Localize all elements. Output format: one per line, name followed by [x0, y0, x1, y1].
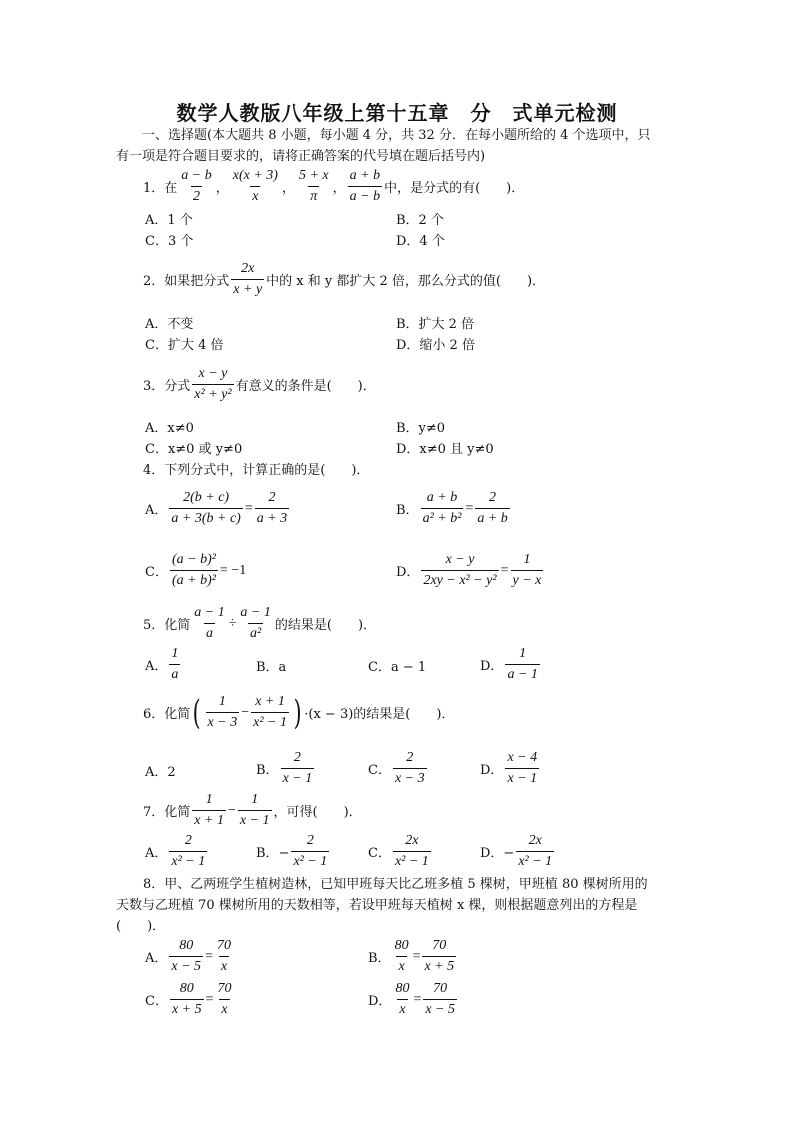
q2-option-d: D．缩小 2 倍 [396, 338, 475, 353]
q1-fraction-2: $\frac{x(x + 3)}{x}$ [232, 168, 278, 204]
q6-option-a: A．2 [145, 765, 176, 780]
q2-option-c: C．扩大 4 倍 [145, 338, 224, 353]
q3-option-d: D．x≠0 且 y≠0 [396, 442, 494, 457]
q8-option-d: D． $\frac{80}{x}$ = $\frac{70}{x - 5}$ [368, 981, 456, 1017]
question-1-stem: 1．在 $\frac{a - b}{2}$ ， $\frac{x(x + 3)}{x}$ ， $\frac{5 + x}{\pi}$ ， $\frac{a + b}{a - b}$ 中，是分式的有( )． [143, 168, 525, 204]
question-7-stem: 7．化简 $\frac{1}{x + 1}$ − $\frac{1}{x - 1}$ ，可得( )． [143, 792, 362, 828]
page-title: 数学人教版八年级上第十五章 分 式单元检测 [176, 101, 618, 125]
question-5-stem: 5．化简 $\frac{a - 1}{a}$ ÷ $\frac{a - 1}{\text{a²}}$ 的结果是( )． [143, 605, 377, 641]
q3-option-c: C．x≠0 或 y≠0 [145, 442, 243, 457]
question-2-stem: 2．如果把分式 $\frac{2x}{x + y}$ 中的 x 和 y 都扩大 2 倍，那么分式的值( )． [143, 261, 546, 297]
q1-tail: 中，是分式的有( )． [384, 181, 525, 196]
q5-option-d: D． $\frac{1}{a - 1}$ [480, 646, 538, 682]
q3-option-a: A．x≠0 [145, 421, 194, 436]
q8-option-a: A． $\frac{80}{x - 5}$ = $\frac{70}{x}$ [145, 938, 231, 974]
q7-option-a: A． $\frac{2}{\text{x² − 1}}$ [145, 833, 206, 869]
q2-fraction: $\frac{2x}{x + y}$ [233, 261, 263, 297]
question-4-stem: 4．下列分式中，计算正确的是( )． [143, 463, 370, 478]
q5-option-b: B．a [256, 660, 287, 675]
q4-option-d: D． $\frac{x - y}{\text{2xy − x² − y²}}$ = $\frac{1}{y - x}$ [396, 552, 542, 588]
q4-option-c: C． $\frac{\text{(a − b)²}}{\text{(a + b)²}}$ = −1 [145, 552, 247, 588]
question-6-stem: 6．化简 ( $\frac{1}{x - 3}$ − $\frac{x + 1}{\text{x² − 1}}$ ) ·(x − 3)的结果是( )． [143, 692, 455, 733]
q1-option-b: B．2 个 [396, 213, 444, 228]
section-instructions [116, 125, 676, 167]
q7-option-c: C． $\frac{2x}{\text{x² − 1}}$ [368, 833, 429, 869]
q1-option-d: D．4 个 [396, 234, 445, 249]
question-8-stem: 8．甲、乙两班学生植树造林，已知甲班每天比乙班多植 5 棵树，甲班植 80 棵树所用的 天数与乙班植 70 棵树所用的天数相等，若设甲班每天植树 x 棵，则根据题意列出的方程是 ( )． [116, 877, 648, 934]
q1-fraction-4: $\frac{a + b}{a - b}$ [349, 168, 381, 204]
q7-option-d: D．− $\frac{2x}{\text{x² − 1}}$ [480, 833, 553, 869]
q3-fraction: $\frac{x - y}{\text{x² + y²}}$ [194, 366, 232, 402]
q1-fraction-1: $\frac{a - b}{2}$ [181, 168, 212, 204]
instructions-line-1: 一、选择题(本大题共 8 小题，每小题 4 分，共 32 分．在每小题所给的 4 个选项中，只 [142, 128, 651, 143]
q8-option-b: B． $\frac{80}{x}$ = $\frac{70}{x + 5}$ [368, 938, 455, 974]
q6-option-d: D． $\frac{x - 4}{x - 1}$ [480, 750, 538, 786]
question-3-stem: 3．分式 $\frac{x - y}{\text{x² + y²}}$ 有意义的条件是( )． [143, 366, 376, 402]
q1-number: 1．在 [143, 181, 178, 196]
q1-option-c: C．3 个 [145, 234, 194, 249]
q2-option-b: B．扩大 2 倍 [396, 317, 475, 332]
q5-option-a: A． $\frac{1}{a}$ [145, 646, 179, 682]
q6-option-b: B． $\frac{2}{x - 1}$ [256, 750, 313, 786]
q4-option-b: B． $\frac{a + b}{\text{a² + b²}}$ = $\frac{2}{a + b}$ [396, 490, 508, 526]
q1-fraction-3: $\frac{5 + x}{\pi}$ [298, 168, 329, 204]
q6-option-c: C． $\frac{2}{x - 3}$ [368, 750, 425, 786]
q4-option-a: A． $\frac{2(b + c)}{a + 3(b + c)}$ = $\frac{2}{a + 3}$ [145, 490, 288, 526]
q2-option-a: A．不变 [145, 317, 194, 332]
q8-option-c: C． $\frac{80}{x + 5}$ = $\frac{70}{x}$ [145, 981, 232, 1017]
q1-option-a: A．1 个 [145, 213, 193, 228]
q7-option-b: B．− $\frac{2}{\text{x² − 1}}$ [256, 833, 328, 869]
q3-option-b: B．y≠0 [396, 421, 446, 436]
instructions-line-2: 有一项是符合题目要求的，请将正确答案的代号填在题后括号内) [116, 149, 486, 164]
q5-option-c: C．a − 1 [368, 660, 427, 675]
